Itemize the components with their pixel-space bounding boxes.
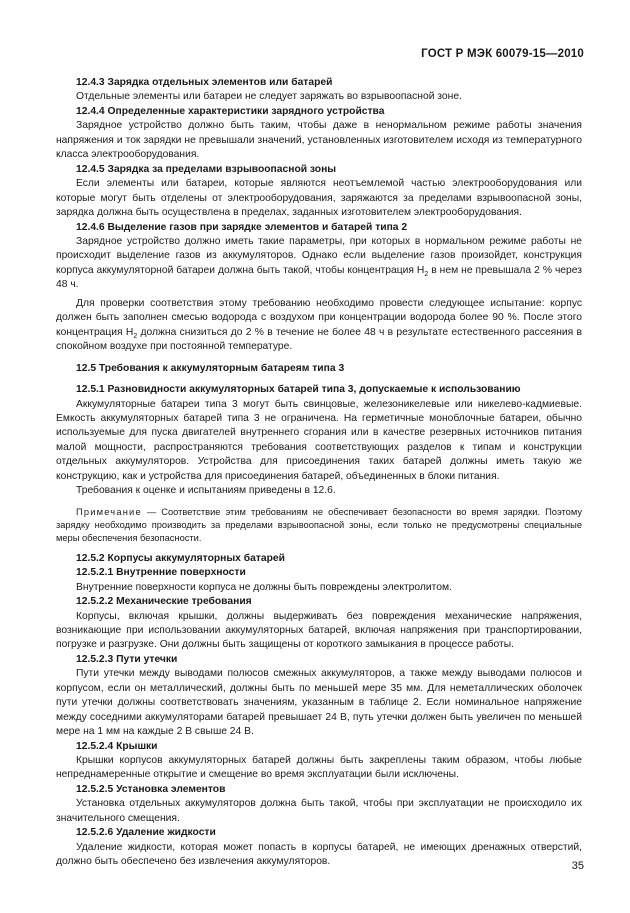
paragraph: Внутренние поверхности корпуса не должны быть повреждены электролитом.	[76, 581, 452, 593]
section-heading-12-5-2-3: 12.5.2.3 Пути утечки	[76, 653, 178, 665]
page-number: 35	[571, 860, 584, 872]
section-heading-12-5: 12.5 Требования к аккумуляторным батареям типа 3	[76, 362, 345, 374]
paragraph: Корпусы, включая крышки, должны выдерживать без повреждения механические напряжения, возникающие при использовании аккумуляторных батарей, включая напряжения при транспортировании, погрузке и разгрузке. Они должны быть защищены от короткого замыкания в процессе работы.	[56, 610, 582, 651]
section-heading-12-5-1: 12.5.1 Разновидности аккумуляторных батарей типа 3, допускаемые к использованию	[76, 384, 521, 396]
paragraph-text: должна снизиться до 2 % в течение не более 48 ч в результате естественного рассеяния в спокойном воздухе при постоянной температуре.	[56, 326, 583, 353]
paragraph: Требования к оценке и испытаниям приведены в 12.6.	[76, 485, 336, 497]
paragraph-text: Для проверки соответствия этому требованию необходимо провести следующее испытание: корпус должен быть заполнен смесью водорода с воздухом при концентрации водорода более 90 %. После этого концентрация H	[56, 297, 582, 338]
paragraph: Если элементы или батареи, которые являются неотъемлемой частью электрооборудования или которые могут быть отделены от электрооборудования, заряжаются за пределами взрывоопасной зоны, зарядка должна быть осуществлена в пределах, заданных изготовителем электрооборудования.	[56, 178, 582, 219]
paragraph	[56, 297, 582, 355]
paragraph-text: Зарядное устройство должно иметь такие параметры, при которых в нормальном режиме работы не происходит выделение газов из аккумуляторов. Однако если выделение газов произойдет, конструкция корпуса аккумуляторной батареи должна быть такой, чтобы концентрация H	[56, 235, 582, 276]
section-heading-12-5-2-5: 12.5.2.5 Установка элементов	[76, 783, 226, 795]
paragraph: Крышки корпусов аккумуляторных батарей должны быть закреплены таким образом, чтобы любые непреднамеренные открытие и смещение во время эксплуатации были исключены.	[56, 755, 582, 781]
subscript: 2	[424, 270, 429, 278]
section-heading-12-4-3: 12.4.3 Зарядка отдельных элементов или батарей	[76, 77, 333, 88]
paragraph-text: в нем не превышала 2 % через 48 ч.	[56, 264, 582, 291]
section-heading-12-5-2-4: 12.5.2.4 Крышки	[76, 740, 158, 752]
section-heading-12-5-2-2: 12.5.2.2 Механические требования	[76, 596, 252, 608]
section-heading-12-4-6: 12.4.6 Выделение газов при зарядке элементов и батарей типа 2	[76, 221, 408, 233]
subscript: 2	[133, 332, 138, 340]
section-heading-12-5-2: 12.5.2 Корпусы аккумуляторных батарей	[76, 552, 285, 564]
section-heading-12-4-5: 12.4.5 Зарядка за пределами взрывоопасной зоны	[76, 163, 337, 175]
paragraph: Установка отдельных аккумуляторов должна быть такой, чтобы при эксплуатации не происходило их значительного смещения.	[56, 798, 582, 824]
document-header: ГОСТ Р МЭК 60079-15—2010	[421, 48, 584, 60]
paragraph: Зарядное устройство должно быть таким, чтобы даже в ненормальном режиме работы значения напряжения и ток зарядки не превышали значений, установленных изготовителем исходя из температурного класса электрооборудования.	[56, 120, 582, 161]
paragraph	[56, 235, 582, 293]
note-text: — Соответствие этим требованиям не обеспечивает безопасности во время зарядки. Поэтому зарядку необходимо производить за пределами взрывоопасной зоны, если только не предусмотрены специальные меры обеспечения безопасности.	[56, 506, 582, 543]
paragraph: Пути утечки между выводами полюсов смежных аккумуляторов, а также между выводами полюсов и корпусом, если он металлический, должны быть по меньшей мере 35 мм. Для неметаллических оболочек пути утечки должны соответствовать значениям, указанным в таблице 2. Если номинальное напряжение между соседними аккумуляторами батарей превышает 24 В, путь утечки должен быть увеличен по меньшей мере на 1 мм на каждые 2 В свыше 24 В.	[56, 668, 582, 738]
page-content	[56, 76, 582, 870]
note-label: Примечание	[76, 506, 142, 517]
note	[56, 506, 582, 545]
paragraph: Аккумуляторные батареи типа 3 могут быть свинцовые, железоникелевые или никелево-кадмиевые. Емкость аккумуляторных батарей типа 3 не ограничена. На герметичные моноблочные батареи, обычно используемые для пуска двигателей внутреннего сгорания или в качестве резервных источников питания малой мощности, распространяются требования соответствующих разделов к типам и конструкции отдельных аккумуляторов. Устройства для присоединения таких батарей должны иметь такую же конструкцию, как и устройства для присоединения батарей, объединенных в блоки питания.	[56, 398, 582, 482]
paragraph: Отдельные элементы или батареи не следует заряжать во взрывоопасной зоне.	[76, 91, 462, 103]
paragraph: Удаление жидкости, которая может попасть в корпусы батарей, не имеющих дренажных отверстий, должно быть обеспечено без извлечения аккумуляторов.	[56, 841, 582, 868]
section-heading-12-4-4: 12.4.4 Определенные характеристики зарядного устройства	[76, 105, 385, 117]
section-heading-12-5-2-1: 12.5.2.1 Внутренние поверхности	[76, 567, 246, 579]
section-heading-12-5-2-6: 12.5.2.6 Удаление жидкости	[76, 827, 216, 839]
